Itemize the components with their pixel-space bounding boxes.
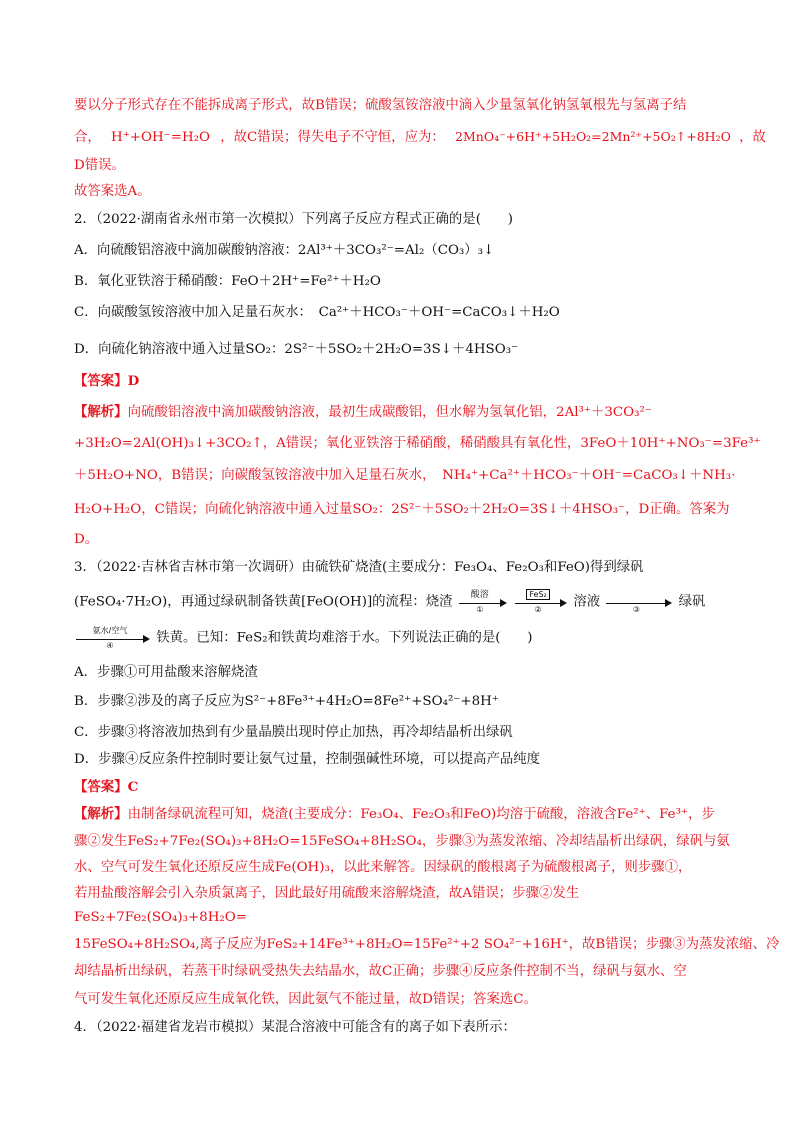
flow-arrow (515, 592, 567, 612)
arrow-step: ③ (632, 605, 640, 614)
answer-line (74, 371, 734, 392)
analysis-tag: 【解析】 (74, 404, 128, 420)
analysis-line (74, 804, 734, 825)
analysis-tag: 【解析】 (74, 806, 128, 822)
text-line: 故答案选A。 (74, 184, 151, 199)
question-title: 4．（2022·福建省龙岩市模拟）某混合溶液中可能含有的离子如下表所示： (74, 1020, 516, 1035)
question-title: 2．（2022·湖南省永州市第一次模拟）下列离子反应方程式正确的是( ) (74, 212, 513, 227)
text-line: H₂O+H₂O，C错误；向硫化钠溶液中通入过量SO₂：2S²⁻＋5SO₂＋2H₂O=3S↓＋4HSO₃⁻，D正确。答案为 (74, 502, 730, 517)
text-fragment: 绿矾 (678, 594, 706, 610)
text-fragment: ，故C错误；得失电子不守恒，应为： (220, 130, 445, 145)
text-line: FeS₂+7Fe₂(SO₄)₃+8H₂O= (74, 910, 247, 925)
question-title: 3．（2022·吉林省吉林市第一次调研）由硫铁矿烧渣(主要成分：Fe₃O₄、Fe₂O₃和FeO)得到绿矾 (74, 560, 644, 575)
answer-line (74, 777, 734, 798)
equation: H⁺+OH⁻=H₂O (111, 130, 210, 145)
analysis-text: 由制备绿矾流程可知，烧渣(主要成分：Fe₃O₄、Fe₂O₃和FeO)均溶于硫酸，溶液含Fe²⁺、Fe³⁺，步 (127, 807, 715, 822)
text-line: 要以分子形式存在不能拆成离子形式，故B错误；硫酸氢铵溶液中滴入少量氢氧化钠氢氧根先与氢离子结 (74, 98, 687, 113)
answer-value: C (127, 779, 139, 795)
text-line: 气可发生氧化还原反应生成氧化铁，因此氨气不能过量，故D错误；答案选C。 (74, 992, 537, 1007)
text-fragment: 铁黄。已知：FeS₂和铁黄均难溶于水。下列说法正确的是( ) (156, 630, 533, 646)
flow-arrow (606, 592, 672, 612)
option-c: C．步骤③将溶液加热到有少量晶膜出现时停止加热，再冷却结晶析出绿矾 (74, 725, 513, 740)
analysis-text: 向硫酸铝溶液中滴加碳酸钠溶液，最初生成碳酸铝，但水解为氢氧化铝，2Al³⁺＋3CO₃²⁻ (127, 405, 652, 420)
answer-value: D (127, 373, 140, 389)
text-line: 若用盐酸溶解会引入杂质氯离子，因此最好用硫酸来溶解烧渣，故A错误；步骤②发生 (74, 886, 580, 901)
option-d: D．步骤④反应条件控制时要让氨气过量，控制强碱性环境，可以提高产品纯度 (74, 752, 541, 767)
text-line (74, 127, 766, 148)
option-b: B．氧化亚铁溶于稀硝酸：FeO＋2H⁺=Fe²⁺＋H₂O (74, 274, 381, 289)
flow-arrow (459, 592, 507, 612)
text-line: 15FeSO₄+8H₂SO₄,离子反应为FeS₂+14Fe³⁺+8H₂O=15Fe²⁺+2 SO₄²⁻+16H⁺，故B错误；步骤③为蒸发浓缩、冷 (74, 937, 780, 952)
arrow-step: ④ (106, 641, 114, 650)
arrow-label: 酸溶 (470, 590, 489, 600)
text-line: 水、空气可发生氧化还原反应生成Fe(OH)₃，以此来解答。因绿矾的酸根离子为硫酸根离子，则步骤①， (74, 860, 692, 875)
option-a: A．步骤①可用盐酸来溶解烧渣 (74, 665, 258, 680)
flow-arrow (76, 628, 150, 648)
text-line: ＋5H₂O+NO，B错误；向碳酸氢铵溶液中加入足量石灰水， NH₄⁺+Ca²⁺＋HCO₃⁻＋OH⁻=CaCO₃↓＋NH₃· (74, 468, 736, 483)
arrow-label: 氨水/空气 (92, 626, 128, 635)
option-c: C．向碳酸氢铵溶液中加入足量石灰水： Ca²⁺＋HCO₃⁻＋OH⁻=CaCO₃↓＋H₂O (74, 305, 560, 320)
text-line: D错误。 (74, 158, 125, 173)
arrow-step: ② (534, 605, 542, 614)
text-line: D。 (74, 532, 99, 547)
arrow-label: FeS₂ (526, 589, 549, 600)
text-fragment: 合， (74, 130, 101, 145)
option-a: A．向硫酸铝溶液中滴加碳酸钠溶液：2Al³⁺＋3CO₃²⁻=Al₂（CO₃）₃↓ (74, 243, 495, 258)
text-line: 却结晶析出绿矾，若蒸干时绿矾受热失去结晶水，故C正确；步骤④反应条件控制不当，绿矾与氨水、空 (74, 964, 687, 979)
flow-line (74, 628, 734, 649)
arrow-step: ① (476, 605, 484, 614)
text-fragment: (FeSO₄·7H₂O)，再通过绿矾制备铁黄[FeO(OH)]的流程：烧渣 (74, 594, 453, 610)
text-fragment: 溶液 (573, 594, 601, 610)
option-b: B．步骤②涉及的离子反应为S²⁻+8Fe³⁺+4H₂O=8Fe²⁺+SO₄²⁻+8H⁺ (74, 694, 499, 709)
analysis-line (74, 402, 734, 423)
answer-tag: 【答案】 (74, 373, 128, 389)
equation: 2MnO₄⁻+6H⁺+5H₂O₂=2Mn²⁺+5O₂↑+8H₂O (455, 129, 731, 144)
answer-tag: 【答案】 (74, 779, 128, 795)
text-line: 骤②发生FeS₂+7Fe₂(SO₄)₃+8H₂O=15FeSO₄+8H₂SO₄，步骤③为蒸发浓缩、冷却结晶析出绿矾，绿矾与氨 (74, 834, 730, 849)
text-line: +3H₂O=2Al(OH)₃↓+3CO₂↑，A错误；氧化亚铁溶于稀硝酸，稀硝酸具有氧化性，3FeO＋10H⁺+NO₃⁻=3Fe³⁺ (74, 436, 761, 451)
text-fragment: ，故 (739, 130, 766, 145)
option-d: D．向硫化钠溶液中通入过量SO₂：2S²⁻＋5SO₂＋2H₂O=3S↓＋4HSO₃⁻ (74, 342, 519, 357)
flow-line (74, 592, 734, 613)
